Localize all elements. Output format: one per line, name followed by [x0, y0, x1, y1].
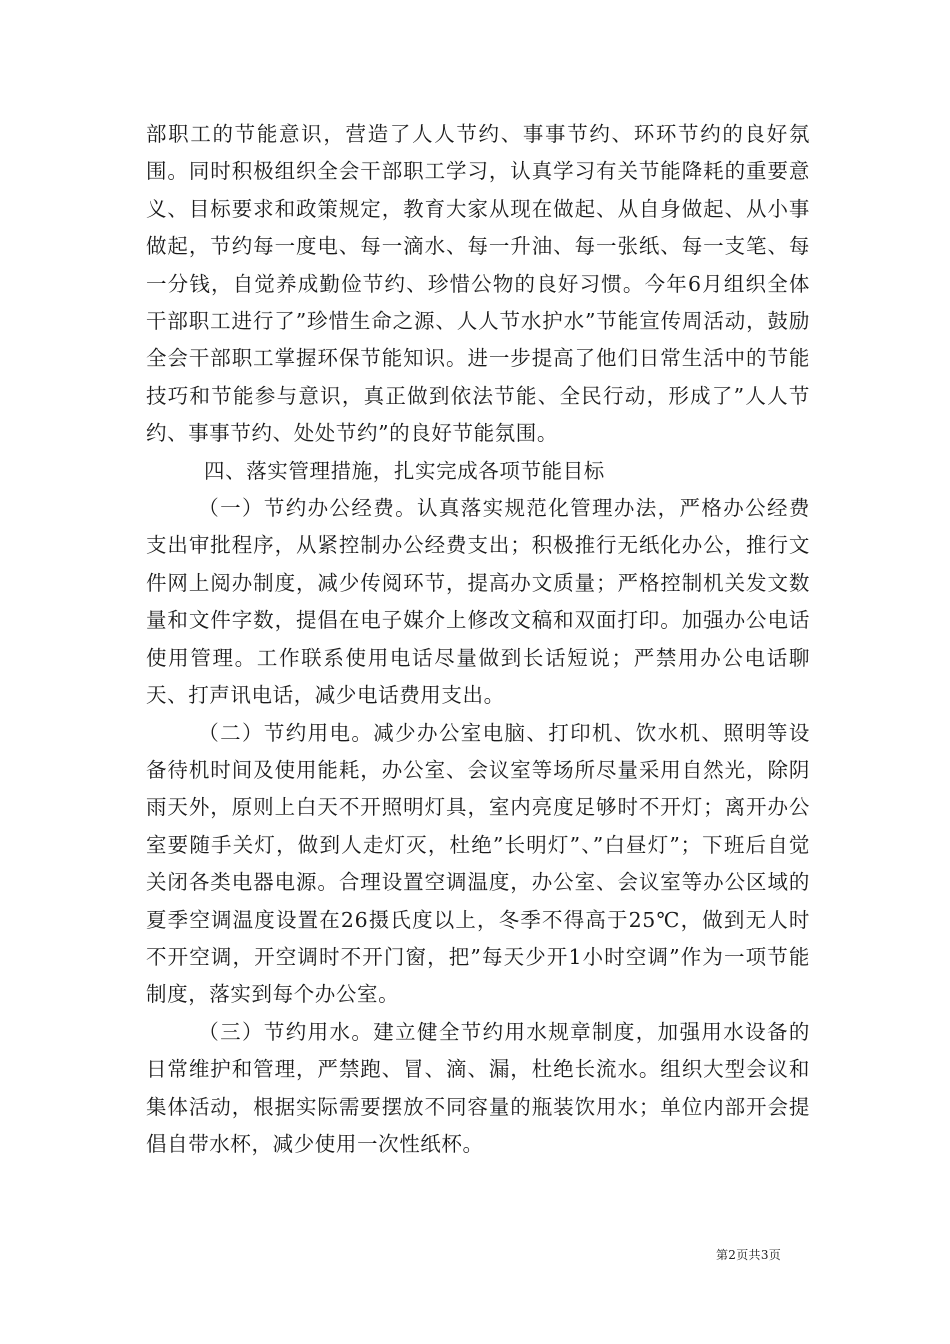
paragraph-office-expenses: （一）节约办公经费。认真落实规范化管理办法，严格办公经费支出审批程序，从紧控制办公经费支出；积极推行无纸化办公，推行文件网上阅办制度，减少传阅环节，提高办文质量；严格控制机关发文数量和文件字数，提倡在电子媒介上修改文稿和双面打印。加强办公电话使用管理。工作联系使用电话尽量做到长话短说；严禁用办公电话聊天、打声讯电话，减少电话费用支出。 — [146, 496, 810, 708]
paragraph-water: （三）节约用水。建立健全节约用水规章制度，加强用水设备的日常维护和管理，严禁跑、冒、滴、漏，杜绝长流水。组织大型会议和集体活动，根据实际需要摆放不同容量的瓶装饮用水；单位内部开会提倡自带水杯，减少使用一次性纸杯。 — [146, 1019, 810, 1156]
document-body — [146, 116, 810, 1163]
paragraph-electricity: （二）节约用电。减少办公室电脑、打印机、饮水机、照明等设备待机时间及使用能耗，办公室、会议室等场所尽量采用自然光，除阴雨天外，原则上白天不开照明灯具，室内亮度足够时不开灯；离开办公室要随手关灯，做到人走灯灭，杜绝”长明灯”、”白昼灯”；下班后自觉关闭各类电器电源。合理设置空调温度，办公室、会议室等办公区域的夏季空调温度设置在26摄氏度以上，冬季不得高于25℃，做到无人时不开空调，开空调时不开门窗，把”每天少开1小时空调”作为一项节能制度，落实到每个办公室。 — [146, 720, 811, 1007]
page-number-footer: 第2页共3页 — [716, 1248, 782, 1262]
paragraph-continued: 部职工的节能意识，营造了人人节约、事事节约、环环节约的良好氛围。同时积极组织全会干部职工学习，认真学习有关节能降耗的重要意义、目标要求和政策规定，教育大家从现在做起、从自身做起、从小事做起，节约每一度电、每一滴水、每一升油、每一张纸、每一支笔、每一分钱，自觉养成勤俭节约、珍惜公物的良好习惯。今年6月组织全体干部职工进行了”珍惜生命之源、人人节水护水”节能宣传周活动，鼓励全会干部职工掌握环保节能知识。进一步提高了他们日常生活中的节能技巧和节能参与意识，真正做到依法节能、全民行动，形成了”人人节约、事事节约、处处节约”的良好节能氛围。 — [146, 122, 810, 446]
section-heading: 四、落实管理措施，扎实完成各项节能目标 — [204, 458, 605, 483]
